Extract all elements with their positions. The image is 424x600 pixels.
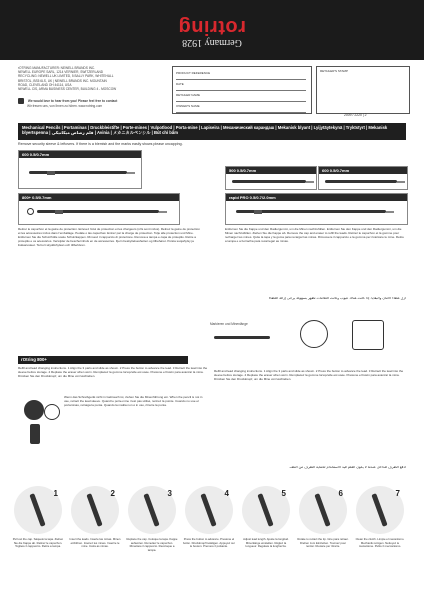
- step-3-illustration: 3: [128, 486, 176, 534]
- form-field-date[interactable]: DATE: [176, 82, 306, 91]
- step-3-text: Replace the cap. Coloque la tapa. Kappe aufsetzen. Remettez le capuchon. Rimettere il cappuccio. Recoloque a tampa.: [126, 538, 178, 552]
- card-label: 500 0.5/0.7mm: [226, 167, 316, 174]
- step-4-illustration: 4: [185, 486, 233, 534]
- pencil-card-500: [225, 166, 317, 190]
- form-field-product[interactable]: PRODUCT REFERENCE: [176, 71, 306, 80]
- steps-detail-left: Wenn das Schreibgerät nicht in Gebrauch ist, ziehen Sie die Minenführung ein. When the pencil is not in use, retract the lead sleeve. Quand le porte-mine n'est pas utilisé, rentrez la pointe. Cuando no use el portaminas, retraiga la punta. Quando la matita non è in uso, ritrarre la punta.: [64, 396, 203, 407]
- step-7-text: Clean the clutch. Limpie el mecanismo. Mechanik reinigen. Nettoyez le mécanisme. Pulire il meccanismo.: [355, 538, 405, 549]
- step-5-text: Adjust lead length. Ajuste la longitud. Minenlänge einstellen. Réglez la longueur. Regolare la lunghezza.: [243, 538, 289, 549]
- intro-text: Remove security sleeve & leftovers. If there is a blemish and the marks easily shows please uncapping.: [18, 142, 183, 146]
- lead-diagram: [210, 322, 280, 346]
- clutch-icon: [30, 424, 40, 444]
- pencil-icon: [29, 171, 127, 174]
- pencil-card-800plus: [18, 193, 180, 225]
- cap-top-icon: [24, 400, 44, 420]
- step-6-text: Rotate to retract the tip. Gire para retraer. Drehen zum Einziehen. Tournez pour rentrer. Ruotare per ritrarre.: [297, 538, 349, 549]
- manufacturer-address: [18, 66, 143, 91]
- steps-detail-right: Refill and lead changing instructions. 1 Align the 3 parts and slide as shown. 2 Press the button to advance the lead. 3 Retract the lead into the sleeve before storage. 4 Replace the eraser when worn. Remplacez la gomme lorsqu'elle est usée. Presione el botón para avanzar la mina. Drücken Sie den Druckknopf, um die Mine vorzuschieben.: [214, 370, 404, 381]
- contact-line-1: We would love to hear from you! Please feel free to contact: [27, 98, 118, 103]
- pencil-icon: [236, 210, 386, 213]
- retailer-stamp-box[interactable]: [316, 66, 410, 114]
- tablet-illustration-icon: [352, 320, 384, 350]
- cap-icon: [27, 208, 34, 215]
- title-line-1: Mechanical Pencils | Portaminas | Druckbleistifte | Porte-mines | Vulpotlood | Porta-mine | Lapiseira | Механический карандаш | Mekanisk blyant | Lyijytäytekynä | Tryktstyrt | Mekanisk: [22, 125, 388, 130]
- instructions-right: Entfernen Sie die Kappe und den Radiergummi, um die Minen nachzufüllen. Entfernen Sie den Kappe und den Radiergummi, um die Minen nachzufüllen. Ziehen Sie die Kappe ab. Remove the cap and eraser to refill the leads. Retirez le capuchon et la gomme pour recharger les mines. Quite la tapa y la goma para recargar las minas. Rimuovere il cappuccio e la gomma per ricaricare le mine. Retire a tampa e a borracha para recarregar as minas.: [225, 228, 404, 243]
- brand-subtitle: Germany 1928: [182, 37, 242, 48]
- stamp-label: RETAILER'S STAMP: [320, 69, 348, 73]
- address-line: BRISTOL, BS5 6LS, UK | NEWELL BRANDS INC. MOUNTAIN: [18, 78, 107, 83]
- address-line: rOTRING MANUFACTURER: NEWELL BRANDS INC.: [18, 66, 96, 70]
- step-5-illustration: 5: [242, 486, 290, 534]
- contact-row: [18, 98, 158, 108]
- cap-side-icon: [44, 404, 60, 420]
- step-7-illustration: 7: [356, 486, 404, 534]
- rotring-logo: rotring: [178, 16, 246, 38]
- lead-label: Markieren und Minenlänge: [210, 322, 248, 326]
- step-2-illustration: 2: [71, 486, 119, 534]
- warranty-form: [172, 66, 312, 114]
- section-title: rOtring 800+: [18, 356, 188, 364]
- step-1-text: Pull out the cap. Sáquelo la tapa. Ziehen Sie die Kappe ab. Retirez le capuchon. Togliere il cappuccio. Retire a tampa.: [12, 538, 64, 549]
- card-label: 800+ 0.5/0.7mm: [19, 194, 179, 201]
- document-code: 2009 / 2220 | 2: [344, 113, 367, 117]
- address-line: NEWELL CIS, ARMA BUSINESS CENTER, BUILDING 4 - MOSCOW: [18, 87, 117, 92]
- brand-block: [170, 12, 254, 48]
- header-banner: [0, 0, 424, 60]
- eraser-illustration-icon: [300, 320, 328, 348]
- pencil-icon: [325, 180, 397, 183]
- lead-icon: [214, 336, 270, 339]
- address-line: NEWELL EUROPE SARL, 1214 VERNIER, SWITZERLAND: [18, 70, 104, 75]
- steps-intro-left: Refill and lead changing instructions. 1 Align the 3 parts and slide as shown. 2 Press the button to advance the lead. 3 Retract the lead into the sleeve before storage. 4 Replace the eraser when worn. Remplacez la gomme lorsqu'elle est usée. Presione el botón para avanzar la mina. Drücken Sie den Druckknopf, um die Mine vorzuschieben.: [18, 367, 208, 378]
- pencil-icon: [232, 180, 306, 183]
- contact-line-2: Wir freuen uns, von Ihnen zu hören. www.rotring.com: [27, 104, 103, 108]
- pencil-card-600: [18, 150, 142, 189]
- form-field-owner[interactable]: OWNER'S NAME: [176, 104, 306, 113]
- step-2-text: Insert the leads. Inserte las minas. Minen einführen. Insérez les mines. Inserire le mine. Insira as minas.: [69, 538, 121, 549]
- form-field-retailer[interactable]: RETAILER NAME: [176, 93, 306, 102]
- steps-arabic: ادفع الطرف للداخل عندما لا يكون القلم قيد الاستخدام لحماية الطرف من التلف: [289, 466, 406, 469]
- phone-icon: [18, 98, 24, 104]
- instructions-arabic: أزل غطاء الأمان والبقايا. إذا كانت هناك عيوب وكانت العلامات تظهر بسهولة يرجى إزالة الغطاء: [268, 297, 406, 300]
- pencil-icon: [37, 210, 159, 213]
- pencil-card-rapid-pro: [225, 193, 408, 225]
- title-line-2: blyertspenna | قلم رصاص ميكانيكي | Avinia | メカニカルペンシル | Bút chì bấm: [22, 130, 178, 135]
- card-label: 600 0.5/0.7mm: [19, 151, 141, 158]
- card-label: rapid PRO 0.5/0.7/2.0mm: [226, 194, 407, 201]
- address-line: ROAD, CLEVELAND OH 44114, USA: [18, 82, 72, 87]
- card-label: 600 0.5/0.7mm: [319, 167, 407, 174]
- pencil-card-600-b: [318, 166, 408, 190]
- product-title-bar: [18, 123, 406, 140]
- step-1-illustration: 1: [14, 486, 62, 534]
- step-6-illustration: 6: [299, 486, 347, 534]
- instructions-left: Retirer le capuchon et la gaine de protection. Enlevez l'étui de protection et les chargeurs (s'ils sont inclus). Retirez la gaine de protection et les accessoires inclus dans l'emballage. Pedale o las capuchas: Entrez par la charge de protection. Tolje alle protection und Mine. Entfernen Sie die Schutzhülle sowie Schutzkappen. Rimuovi il cappuccio di protezione. Remova a tampa e capa de proteção. Retire a proteção e os acessórios. Verwijder de beschermhuls en de accessoires. Fjern beskyttelseshetten og tilbehøret. Poista suojahylsy ja lisävarusteet. Ta bort skyddshylsan och tillbehören.: [18, 228, 200, 247]
- step-4-text: Press the button to advance. Presione el botón. Druckknopf betätigen. Appuyez sur le bouton. Premere il pulsante.: [183, 538, 235, 549]
- address-line: RECYCLING: NEWELL UK LIMITED, 5 BALLY PARK, WHITEHALL: [18, 74, 114, 79]
